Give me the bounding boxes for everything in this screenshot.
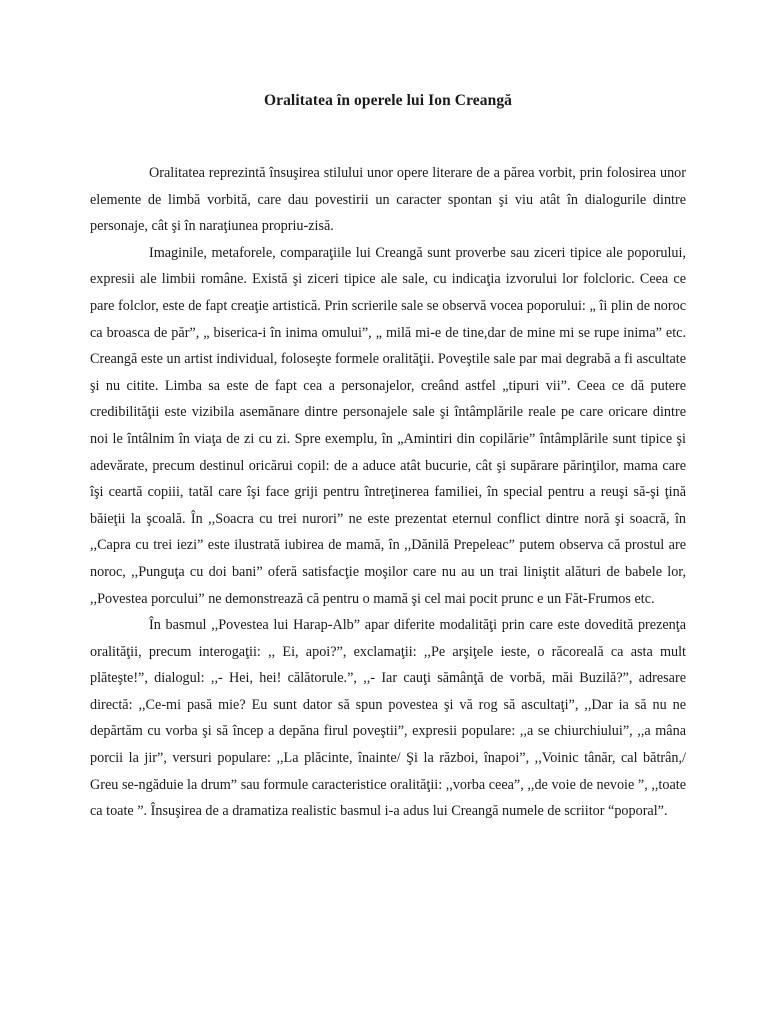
- paragraph-3: În basmul ,,Povestea lui Harap-Alb” apar diferite modalităţi prin care este dovedită prezenţa oralităţii, precum interogaţii: ,, Ei, apoi?”, exclamaţii: ,,Pe arşiţele ieste, o răcoreală ca asta mult plăteşte!”, dialogul: ,,- Hei, hei! călătorule.”, ,,- Iar cauţi sămânţă de vorbă, măi Buzilă?”, adresare directă: ,,Ce-mi pasă mie? Eu sunt dator să spun povestea şi vă rog să ascultaţi”, ,,Dar ia să nu ne depărtăm cu vorba şi să încep a depăna firul poveştii”, expresii populare: ,,a se chiurchiului”, ,,a mâna porcii la jir”, versuri populare: ,,La plăcinte, înainte/ Şi la război, înapoi”, ,,Voinic tânăr, cal bătrân,/ Greu se-ngăduie la drum” sau formule caracteristice oralităţii: ,,vorba ceea”, ,,de voie de nevoie ”, ,,toate ca toate ”. Însuşirea de a dramatiza realistic basmul i-a adus lui Creangă numele de scriitor “poporal”.: [90, 617, 686, 820]
- paragraph-2: Imaginile, metaforele, comparaţiile lui Creangă sunt proverbe sau ziceri tipice ale poporului, expresii ale limbii române. Există şi ziceri tipice ale sale, cu indicaţia izvorului lor folcloric. Ceea ce pare folclor, este de fapt creaţie artistică. Prin scrierile sale se observă vocea poporului: „ îi plin de noroc ca broasca de păr”, „ biserica-i în inima omului”, „ milă mi-e de tine,dar de mine mi se rupe inima” etc. Creangă este un artist individual, foloseşte formele oralităţii. Poveştile sale par mai degrabă a fi ascultate şi nu citite. Limba sa este de fapt cea a personajelor, creând astfel „tipuri vii”. Ceea ce dă putere credibilităţii este vizibila asemănare dintre personajele sale şi întâmplările reale pe care oricare dintre noi le întâlnim în viaţa de zi cu zi. Spre exemplu, în „Amintiri din copilărie” întâmplările sunt tipice şi adevărate, precum destinul oricărui copil: de a aduce atât bucurie, cât şi supărare părinţilor, mama care îşi ceartă copiii, tatăl care îşi face griji pentru întreţinerea familiei, în special pentru a reuşi să-şi ţină băieţii la şcoală. În ,,Soacra cu trei nurori” ne este prezentat eternul conflict dintre noră şi soacră, în ,,Capra cu trei iezi” este ilustrată iubirea de mamă, în ,,Dănilă Prepeleac” putem observa că prostul are noroc, ,,Punguţa cu doi bani” oferă satisfacţie moşilor care nu au un trai liniştit alături de babele lor, ,,Povestea porcului” ne demonstrează că pentru o mamă şi cel mai pocit prunc e un Făt-Frumos etc.: [90, 244, 686, 607]
- paragraph-1: Oralitatea reprezintă însuşirea stilului unor opere literare de a părea vorbit, prin folosirea unor elemente de limbă vorbită, care dau povestirii un caracter spontan şi viu atât în dialogurile dintre personaje, cât şi în naraţiunea propriu-zisă.: [90, 165, 686, 235]
- document-title: Oralitatea în operele lui Ion Creangă: [263, 92, 513, 109]
